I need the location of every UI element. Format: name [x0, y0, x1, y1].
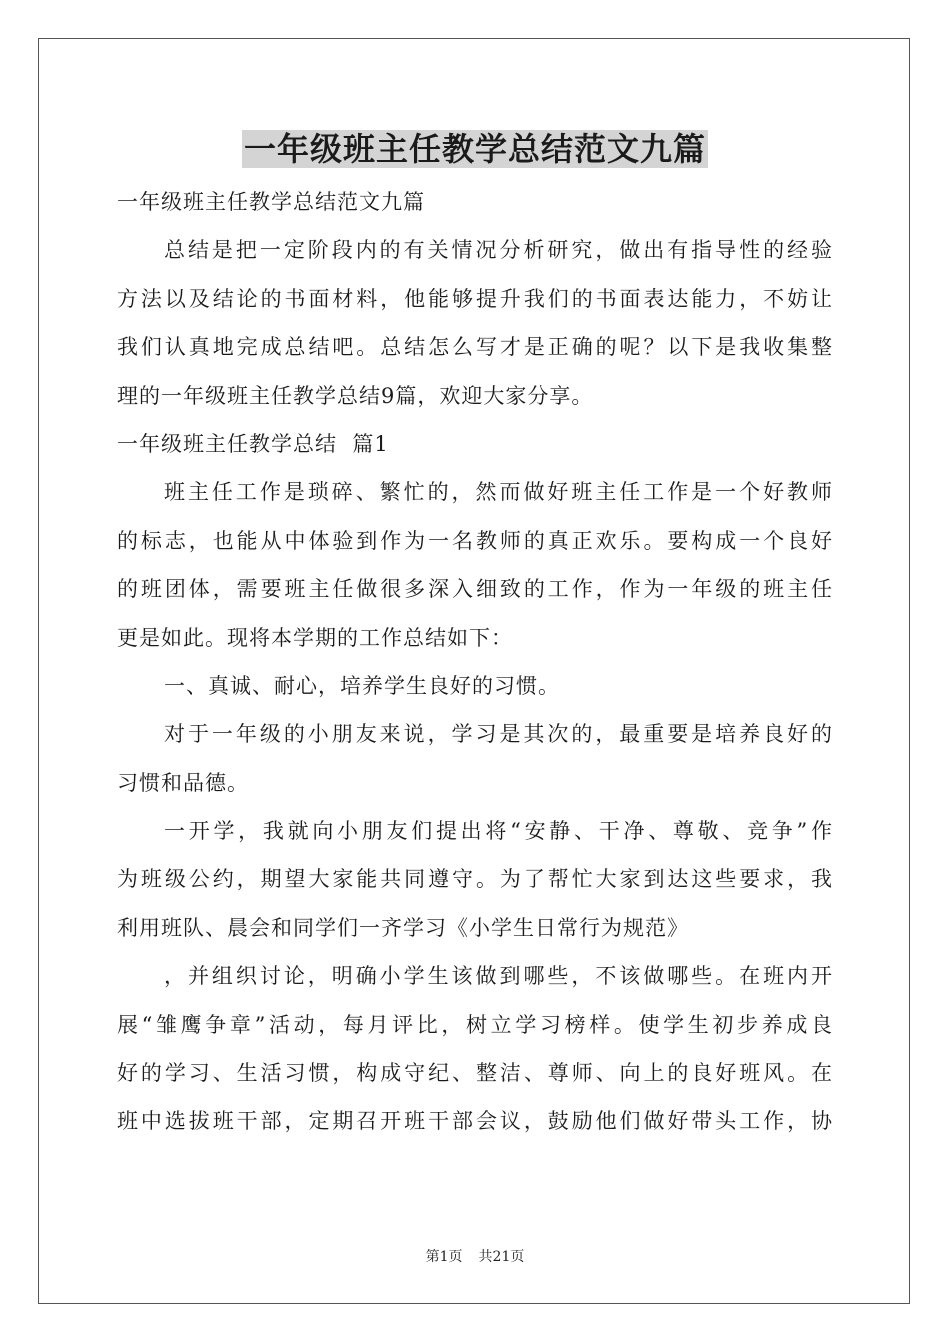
paragraph-line: ，并组织讨论，明确小学生该做到哪些，不该做哪些。在班内开 — [164, 964, 833, 989]
paragraph-line: 班中选拔班干部，定期召开班干部会议，鼓励他们做好带头工作，协 — [117, 1109, 833, 1134]
paragraph-line: 方法以及结论的书面材料，他能够提升我们的书面表达能力，不妨让 — [117, 286, 833, 311]
paragraph-line: 的标志，也能从中体验到作为一名教师的真正欢乐。要构成一个良好 — [117, 528, 833, 553]
paragraph-line: 总结是把一定阶段内的有关情况分析研究，做出有指导性的经验 — [164, 238, 833, 263]
paragraph-line: 利用班队、晨会和同学们一齐学习《小学生日常行为规范》 — [117, 915, 689, 940]
paragraph-line: 展“雏鹰争章”活动，每月评比，树立学习榜样。使学生初步养成良 — [117, 1012, 833, 1037]
page-footer — [0, 1248, 950, 1266]
section-heading: 一年级班主任教学总结 篇1 — [117, 431, 389, 456]
document-title-text: 一年级班主任教学总结范文九篇 — [243, 130, 706, 168]
page-number: 第1页 — [425, 1249, 463, 1265]
paragraph-line: 我们认真地完成总结吧。总结怎么写才是正确的呢？以下是我收集整 — [117, 335, 833, 360]
document-title — [0, 128, 950, 170]
paragraph-line: 好的学习、生活习惯，构成守纪、整洁、尊师、向上的良好班风。在 — [117, 1061, 833, 1086]
page-total: 共21页 — [478, 1249, 525, 1265]
paragraph-line: 的班团体，需要班主任做很多深入细致的工作，作为一年级的班主任 — [117, 577, 833, 602]
paragraph-line: 班主任工作是琐碎、繁忙的，然而做好班主任工作是一个好教师 — [164, 480, 833, 505]
paragraph-line: 一开学，我就向小朋友们提出将“安静、干净、尊敬、竞争”作 — [164, 819, 833, 844]
document-body — [117, 178, 833, 1146]
paragraph-line: 习惯和品德。 — [117, 770, 249, 795]
paragraph-line: 一、真诚、耐心，培养学生良好的习惯。 — [164, 673, 560, 698]
paragraph-line: 对于一年级的小朋友来说，学习是其次的，最重要是培养良好的 — [164, 722, 833, 747]
subtitle-line: 一年级班主任教学总结范文九篇 — [117, 190, 425, 214]
paragraph-line: 更是如此。现将本学期的工作总结如下： — [117, 625, 513, 650]
paragraph-line: 为班级公约，期望大家能共同遵守。为了帮忙大家到达这些要求，我 — [117, 867, 833, 892]
paragraph-line: 理的一年级班主任教学总结9篇，欢迎大家分享。 — [117, 383, 594, 408]
